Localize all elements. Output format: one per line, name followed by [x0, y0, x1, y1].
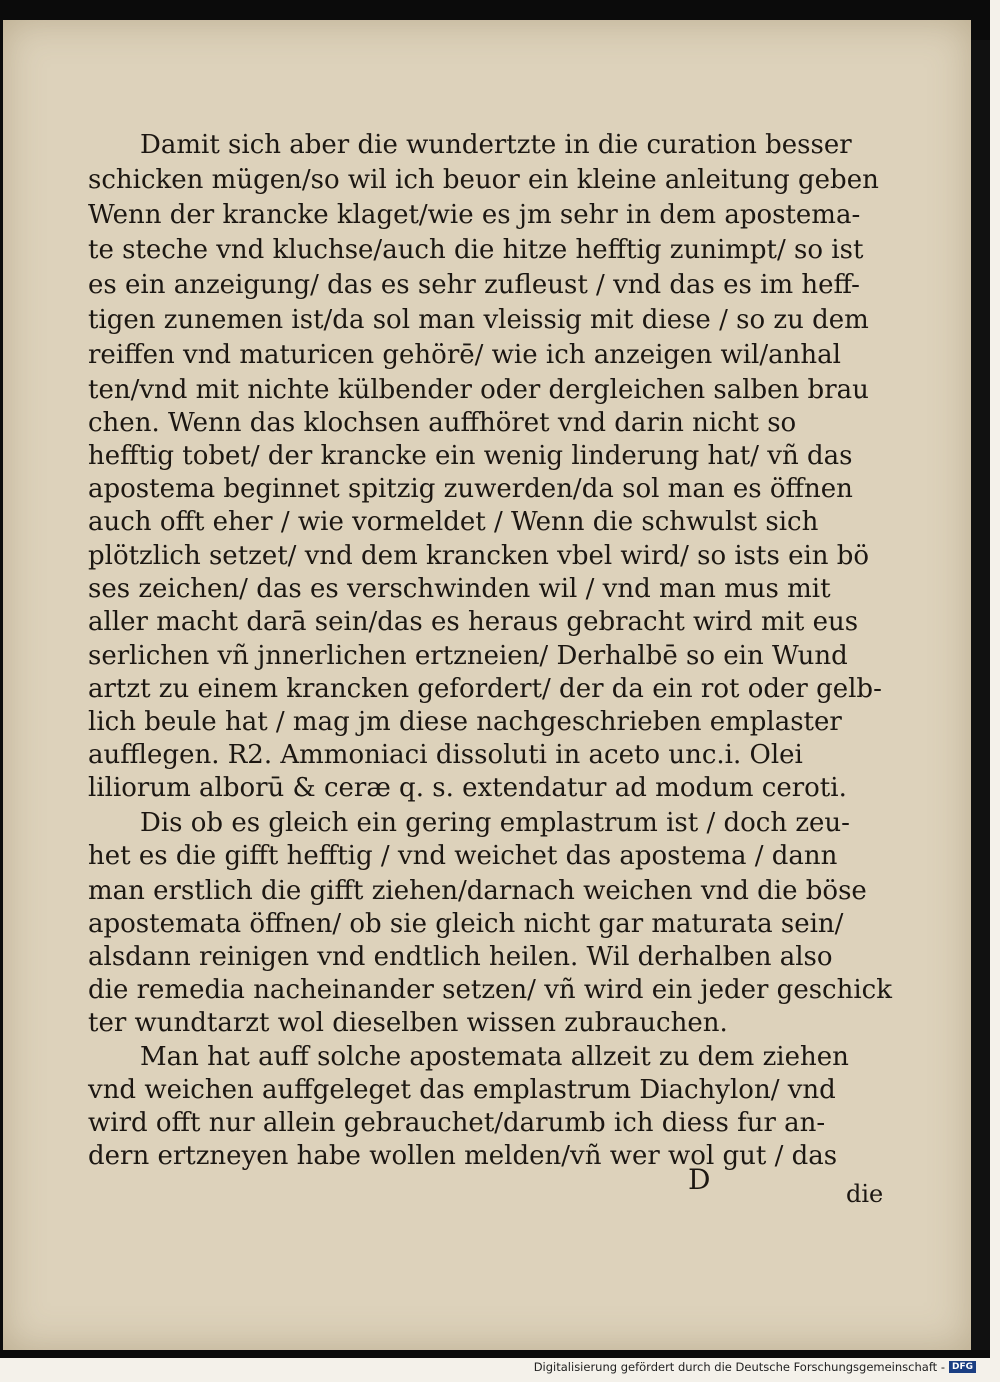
text-line: artzt zu einem krancken gefordert/ der da ein rot oder gelb- [88, 674, 882, 704]
signature-mark: D [688, 1163, 711, 1196]
text-line: aufflegen. R2. Ammoniaci dissoluti in aceto unc.i. Olei [88, 740, 803, 770]
text-line: auch offt eher / wie vormeldet / Wenn die schwulst sich [88, 507, 819, 537]
text-line: dern ertzneyen habe wollen melden/vñ wer wol gut / das [88, 1141, 838, 1171]
text-line: vnd weichen auffgeleget das emplastrum Diachylon/ vnd [88, 1075, 836, 1105]
text-line: alsdann reinigen vnd endtlich heilen. Wil derhalben also [88, 942, 833, 972]
text-line: het es die gifft hefftig / vnd weichet das apostema / dann [88, 841, 838, 871]
page-edge [971, 40, 990, 1350]
text-line: serlichen vñ jnnerlichen ertzneien/ Derhalbē so ein Wund [88, 641, 848, 671]
text-line: wird offt nur allein gebrauchet/darumb ich diess fur an- [88, 1108, 826, 1138]
text-line: lich beule hat / mag jm diese nachgeschrieben emplaster [88, 707, 842, 737]
footer-credit [534, 1360, 976, 1374]
dfg-logo: DFG [949, 1361, 976, 1373]
text-line: ses zeichen/ das es verschwinden wil / vnd man mus mit [88, 574, 831, 604]
text-line: hefftig tobet/ der krancke ein wenig linderung hat/ vñ das [88, 441, 853, 471]
text-line: tigen zunemen ist/da sol man vleissig mit diese / so zu dem [88, 305, 869, 335]
text-line: plötzlich setzet/ vnd dem krancken vbel wird/ so ists ein bö [88, 541, 870, 571]
text-line: ter wundtarzt wol dieselben wissen zubrauchen. [88, 1008, 728, 1038]
book-page [3, 20, 971, 1350]
text-line: schicken mügen/so wil ich beuor ein kleine anleitung geben [88, 165, 879, 195]
text-line: Wenn der krancke klaget/wie es jm sehr in dem apostema- [88, 200, 861, 230]
text-line: Damit sich aber die wundertzte in die curation besser [140, 130, 852, 160]
text-line: man erstlich die gifft ziehen/darnach weichen vnd die böse [88, 876, 867, 906]
text-line: Dis ob es gleich ein gering emplastrum ist / doch zeu- [140, 808, 850, 838]
text-line: ten/vnd mit nichte külbender oder dergleichen salben brau [88, 375, 869, 405]
text-line: es ein anzeigung/ das es sehr zufleust / vnd das es im heff- [88, 270, 860, 300]
text-line: die remedia nacheinander setzen/ vñ wird ein jeder geschick [88, 975, 892, 1005]
text-line: liliorum alborū & ceræ q. s. extendatur ad modum ceroti. [88, 773, 847, 803]
text-line: reiffen vnd maturicen gehörē/ wie ich anzeigen wil/anhal [88, 340, 841, 370]
footer-text: Digitalisierung gefördert durch die Deutsche Forschungsgemeinschaft - [533, 1360, 945, 1374]
text-line: apostemata öffnen/ ob sie gleich nicht gar maturata sein/ [88, 909, 844, 939]
text-line: chen. Wenn das klochsen auffhöret vnd darin nicht so [88, 408, 797, 438]
text-line: apostema beginnet spitzig zuwerden/da sol man es öffnen [88, 474, 853, 504]
text-line: Man hat auff solche apostemata allzeit zu dem ziehen [140, 1042, 849, 1072]
catchword: die [846, 1180, 884, 1208]
text-line: aller macht darā sein/das es heraus gebracht wird mit eus [88, 607, 859, 637]
text-line: te steche vnd kluchse/auch die hitze hefftig zunimpt/ so ist [88, 235, 864, 265]
